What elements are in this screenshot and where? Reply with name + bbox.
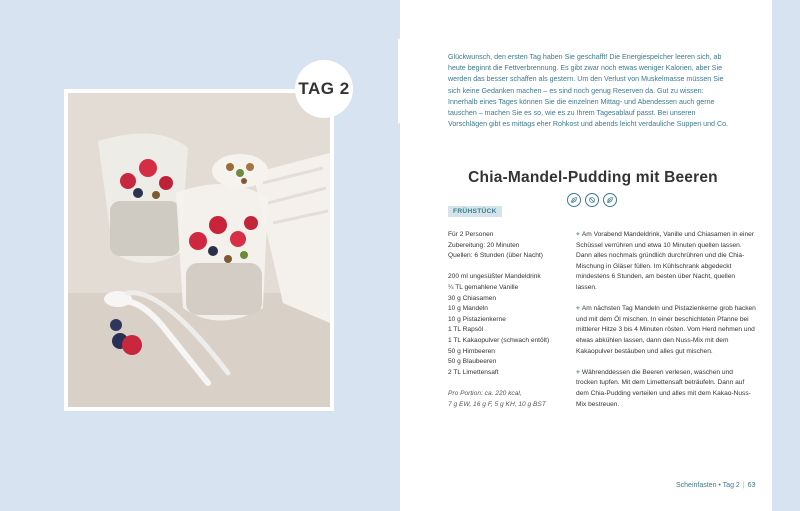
step-1 bbox=[576, 230, 756, 294]
nutrition-line: 7 g EW, 16 g F, 5 g KH, 10 g BST bbox=[448, 400, 546, 408]
nutrition-line: Pro Portion: ca. 220 kcal, bbox=[448, 389, 522, 397]
meal-category-tag: FRÜHSTÜCK bbox=[448, 206, 502, 217]
page-footer: Scheinfasten • Tag 2 | 63 bbox=[676, 482, 756, 489]
ingredient: 1 TL Kakaopulver (schwach entölt) bbox=[448, 336, 550, 344]
photo-frame bbox=[64, 89, 334, 411]
diet-icons bbox=[567, 193, 617, 207]
day-badge: TAG 2 bbox=[295, 60, 353, 118]
plus-icon: + bbox=[576, 231, 580, 238]
ingredient: 50 g Himbeeren bbox=[448, 347, 495, 355]
step-2 bbox=[576, 304, 756, 357]
servings: Für 2 Personen bbox=[448, 231, 494, 238]
ingredient: 2 TL Limettensaft bbox=[448, 368, 499, 376]
step-text: Am nächsten Tag Mandeln und Pistazienkerne grob hacken und mit dem Öl mischen. In einer beschichteten Pfanne bei mittlerer Hitze 3 bis 4 Minuten rösten. Vom Herd nehmen und etwas abkühlen lassen, dann den Nuss-Mix mit dem Kakaopulver bestäuben und alles gut mischen. bbox=[576, 305, 756, 355]
page-number: 63 bbox=[747, 482, 756, 489]
recipe-title: Chia-Mandel-Pudding mit Beeren bbox=[468, 169, 718, 186]
step-text: Am Vorabend Mandeldrink, Vanille und Chiasamen in einer Schüssel verrühren und etwa 10 Minuten quellen lassen. Dann alles nochmals gründlich durchrühren und die Chia-Mischung in Gläser füllen. Im Kühlschrank abgedeckt mindestens 6 Stunden, am besten über Nacht, quellen lassen. bbox=[576, 231, 755, 291]
prep-time: Zubereitung: 20 Minuten bbox=[448, 241, 520, 249]
ingredient: 1 TL Rapsöl bbox=[448, 326, 484, 334]
step-3 bbox=[576, 368, 756, 410]
soak-time: Quellen: 6 Stunden (über Nacht) bbox=[448, 252, 543, 260]
nut-icon bbox=[585, 193, 599, 207]
ingredients-column bbox=[448, 230, 570, 410]
ingredient: 50 g Blaubeeren bbox=[448, 358, 497, 366]
intro-text: Glückwunsch, den ersten Tag haben Sie geschafft! Die Energiespeicher leeren sich, ab heute beginnt die Fettverbrennung. Es gibt zwar noch etwas weniger Kalorien, aber Sie werden das besser schaffen als gestern. Um den Verlust von Muskelmasse müssen Sie sich keine Gedanken machen – es sind noch genug Reserven da. Gut zu wissen: Innerhalb eines Tages können Sie die einzelnen Mittag- und Abendessen auch gerne tauschen – machen Sie es so, wie es zu Ihrem Tagesablauf passt. Bei unseren Vorschlägen gibt es mittags eher Rohkost und abends leicht verdauliche Suppen und Co. bbox=[448, 53, 728, 129]
ingredient: 30 g Chiasamen bbox=[448, 294, 497, 302]
chia-pudding-photo bbox=[68, 93, 330, 407]
ingredient: 10 g Mandeln bbox=[448, 305, 488, 313]
steps-column bbox=[576, 230, 756, 421]
leaf-icon bbox=[567, 193, 581, 207]
ingredient: ¼ TL gemahlene Vanille bbox=[448, 283, 519, 291]
step-text: Währenddessen die Beeren verlesen, waschen und trocken tupfen. Mit dem Limettensaft beträufeln. Dann auf dem Chia-Pudding verteilen und alles mit dem Kakao-Nuss-Mix bestreuen. bbox=[576, 368, 751, 408]
plus-icon: + bbox=[576, 305, 580, 313]
footer-section: Scheinfasten • Tag 2 bbox=[676, 482, 740, 489]
arrow-shape bbox=[398, 38, 446, 124]
ingredient: 200 ml ungesüßter Mandeldrink bbox=[448, 273, 541, 281]
plus-icon: + bbox=[576, 368, 580, 376]
ingredient: 10 g Pistazienkerne bbox=[448, 315, 506, 323]
page-edge-strip bbox=[772, 0, 800, 511]
leaf-icon bbox=[603, 193, 617, 207]
